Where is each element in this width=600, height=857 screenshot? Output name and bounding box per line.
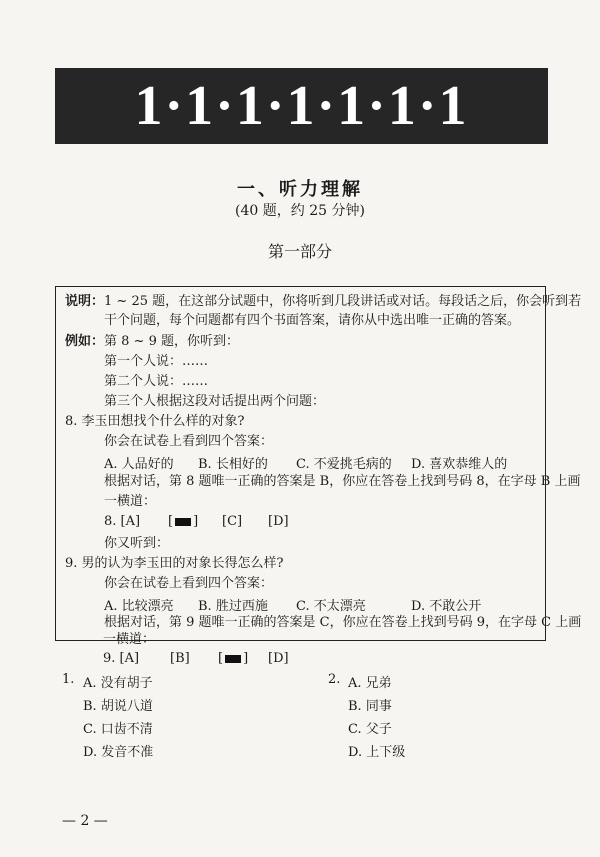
q9-prompt: 你会在试卷上看到四个答案： (104, 576, 274, 591)
example-also: 你又听到： (104, 536, 170, 551)
section-subtitle: (40 题，约 25 分钟) (235, 203, 365, 219)
section-title: 一、听力理解 (237, 179, 363, 200)
instructions-line-2: 干个问题，每个问题都有四个书面答案，请你从中选出唯一正确的答案。 (104, 313, 521, 328)
example-question-9: 9. 男的认为李玉田的对象长得怎么样? (65, 556, 284, 571)
q1-option-d: D. 发音不准 (83, 745, 154, 760)
part-title: 第一部分 (267, 242, 332, 261)
q9-explain-1: 根据对话，第 9 题唯一正确的答案是 C，你应在答卷上找到号码 9，在字母 C 上画 (104, 615, 582, 630)
q9-sheet-c-marked: [ ] (218, 651, 249, 666)
instruction-box (55, 286, 582, 641)
example-speaker-2: 第二个人说：…… (104, 374, 209, 389)
q8-sheet-b-marked: [ ] (168, 514, 199, 529)
example-intro: 第 8 ~ 9 题，你听到： (104, 334, 239, 349)
instructions-label: 说明： (65, 294, 105, 309)
q9-explain-2: 一横道： (103, 632, 156, 647)
q8-option-a: A. 人品好的 (104, 457, 174, 472)
q1-option-c: C. 口齿不清 (83, 722, 153, 737)
example-line (65, 333, 239, 351)
q2-option-d: D. 上下级 (348, 745, 406, 760)
question-1-number: 1. (62, 672, 75, 687)
q2-option-a: A. 兄弟 (348, 676, 392, 691)
banner-title: 1·1·1·1·1·1·1 (55, 68, 548, 144)
q9-option-b: B. 胜过西施 (198, 599, 268, 614)
q2-option-b: B. 同事 (348, 699, 392, 714)
question-1 (62, 672, 74, 687)
q8-prompt: 你会在试卷上看到四个答案： (104, 434, 274, 449)
q8-option-d: D. 喜欢恭维人的 (411, 457, 508, 472)
example-label: 例如： (65, 334, 105, 349)
q9-sheet-b: [B] (170, 651, 190, 666)
q8-option-b: B. 长相好的 (198, 457, 268, 472)
example-question-8: 8. 李玉田想找个什么样的对象? (65, 414, 245, 429)
filled-mark-icon (175, 518, 191, 526)
q8-explain-1: 根据对话，第 8 题唯一正确的答案是 B，你应在答卷上找到号码 8，在字母 B 上画 (104, 474, 581, 489)
q9-option-a: A. 比较漂亮 (104, 599, 174, 614)
q2-option-c: C. 父子 (348, 722, 392, 737)
instructions-text-1: 1 ~ 25 题，在这部分试题中，你将听到几段讲话或对话。每段话之后，你会听到若 (104, 294, 582, 309)
q8-explain-2: 一横道： (104, 494, 157, 509)
q9-sheet-a: 9. [A] (103, 651, 140, 666)
example-speaker-1: 第一个人说：…… (104, 354, 209, 369)
q8-option-c: C. 不爱挑毛病的 (296, 457, 392, 472)
q1-option-b: B. 胡说八道 (83, 699, 153, 714)
instructions-line-1 (65, 293, 581, 311)
question-2 (328, 672, 340, 687)
q9-option-c: C. 不太漂亮 (296, 599, 366, 614)
example-speaker-3: 第三个人根据这段对话提出两个问题： (104, 394, 326, 409)
q9-option-d: D. 不敢公开 (411, 599, 482, 614)
q1-option-a: A. 没有胡子 (83, 676, 153, 691)
q9-sheet-d: [D] (268, 651, 289, 666)
question-2-number: 2. (328, 672, 341, 687)
q8-sheet-d: [D] (268, 514, 289, 529)
q8-sheet-a: 8. [A] (104, 514, 141, 529)
page-number: — 2 — (62, 813, 108, 829)
filled-mark-icon (225, 655, 241, 663)
q8-sheet-c: [C] (222, 514, 243, 529)
